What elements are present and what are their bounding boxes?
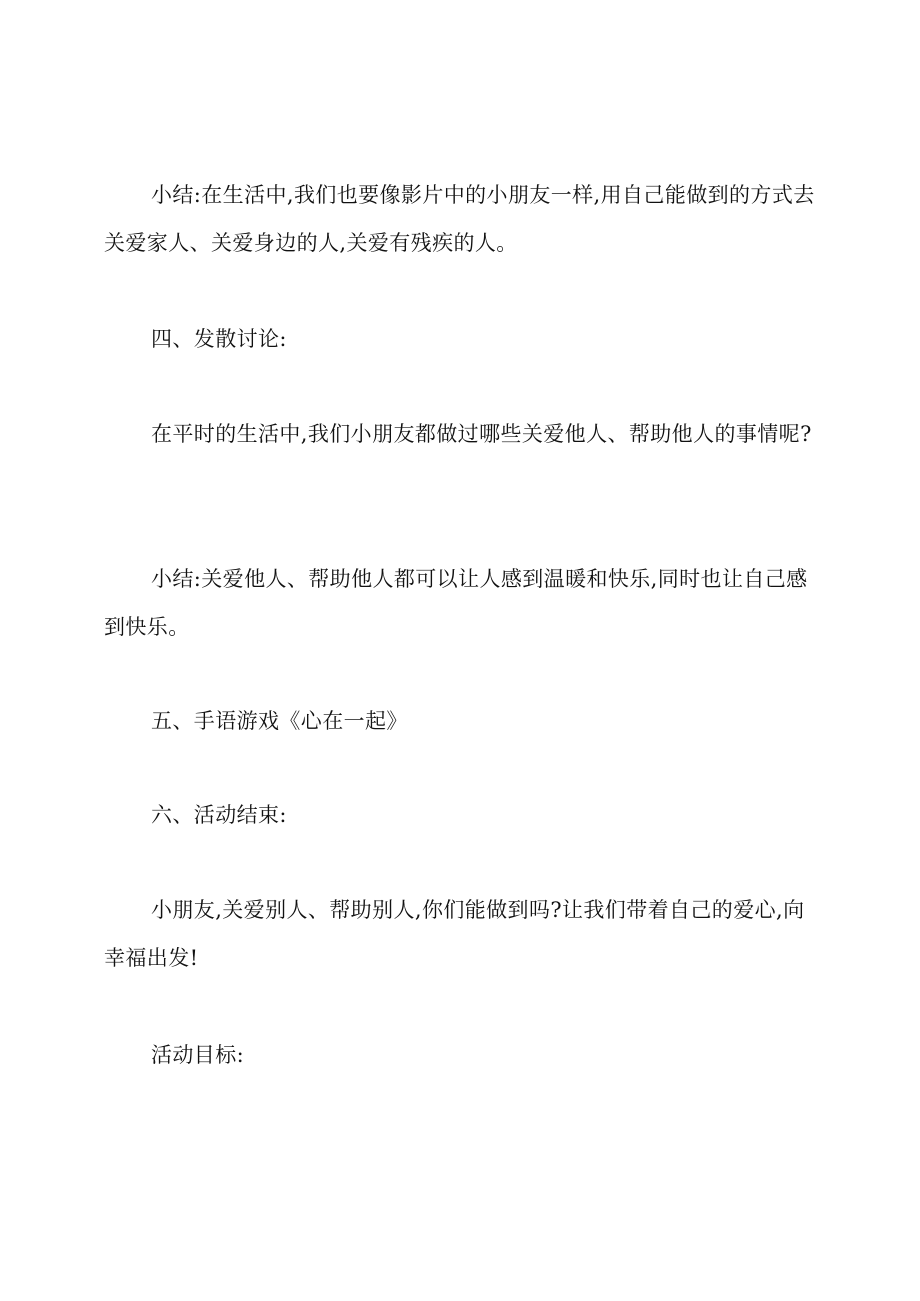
summary-paragraph-2: 小结:关爱他人、帮助他人都可以让人感到温暖和快乐,同时也让自己感到快乐。: [104, 567, 808, 639]
closing-paragraph: 小朋友,关爱别人、帮助别人,你们能做到吗?让我们带着自己的爱心,向幸福出发!: [104, 898, 805, 970]
section-heading-activity-goals: 活动目标:: [151, 1043, 245, 1067]
section-heading-discussion: 四、发散讨论:: [151, 327, 287, 351]
summary-paragraph-1: 小结:在生活中,我们也要像影片中的小朋友一样,用自己能做到的方式去关爱家人、关爱身边的人,关爱有残疾的人。: [104, 183, 815, 255]
discussion-question-paragraph: 在平时的生活中,我们小朋友都做过哪些关爱他人、帮助他人的事情呢?: [151, 422, 812, 446]
section-heading-sign-game: 五、手语游戏《心在一起》: [151, 709, 408, 733]
section-heading-activity-end: 六、活动结束:: [151, 803, 287, 827]
